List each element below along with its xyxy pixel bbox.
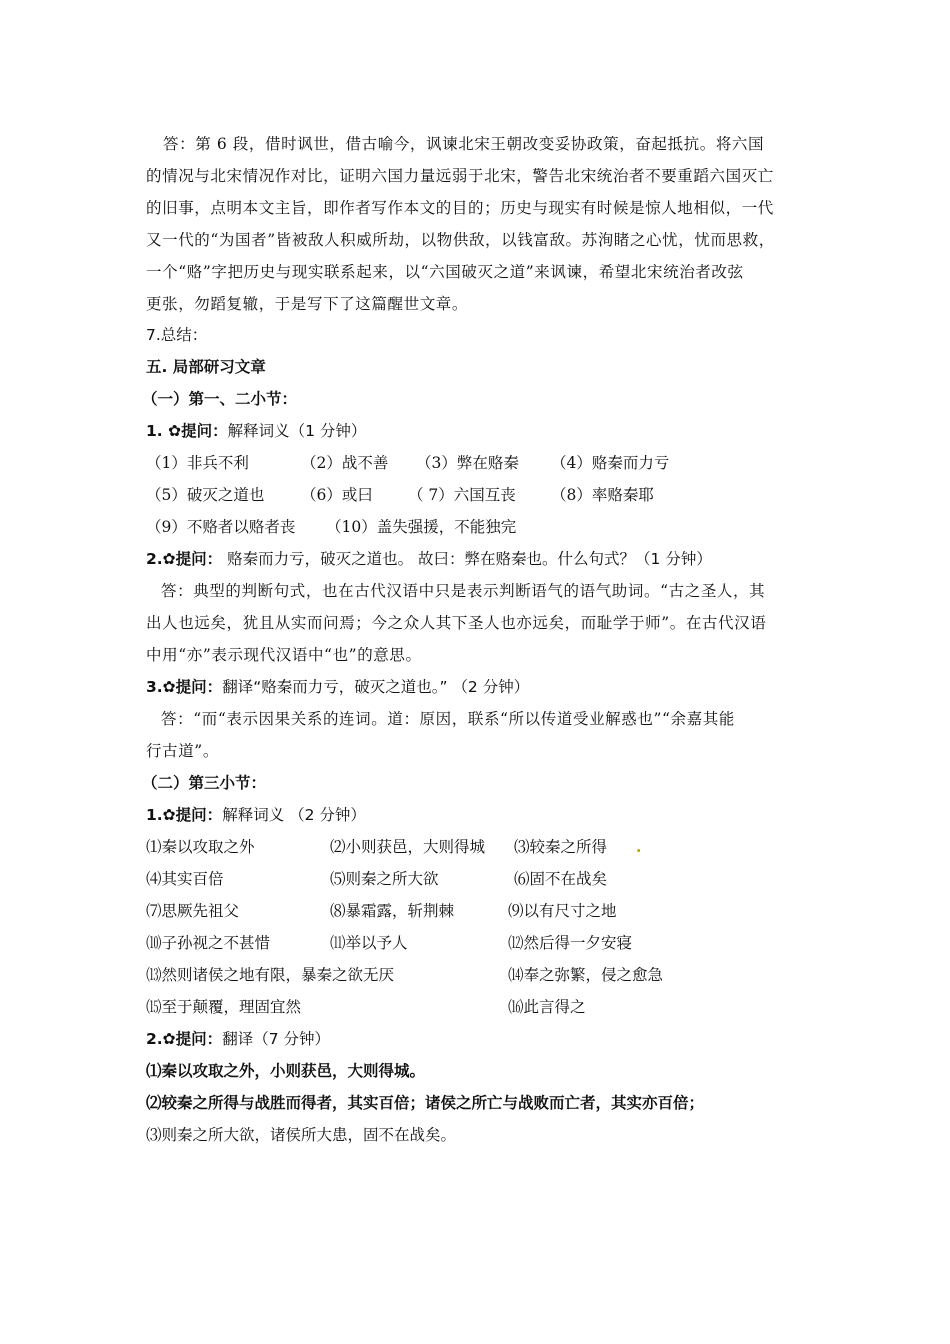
question-number: 1. ✿ (146, 422, 182, 440)
vocab-item: ⑼以有尺寸之地 (508, 902, 617, 920)
answer6-line-3: 的旧事，点明本文主旨，即作者写作本文的目的；历史与现实有时候是惊人地相似，一代 (146, 199, 774, 217)
vocab-item: （10）盖失强援，不能独完 (326, 518, 517, 536)
question-number: 1.✿ (146, 806, 176, 824)
vocab-item: ⑶较秦之所得 (514, 838, 608, 856)
question1-3 (146, 677, 806, 697)
stray-dot-mark: . (636, 837, 642, 856)
question-number: 3.✿ (146, 678, 176, 696)
question-text: 解释词义 （2 分钟） (222, 806, 366, 824)
subsection2-heading: （二）第三小节： (142, 774, 267, 792)
vocab-item: （2）战不善 (301, 454, 389, 472)
question1-1 (146, 421, 806, 441)
vocab-item: ⑺思厥先祖父 (146, 902, 240, 920)
vocab-item: ⑵小则获邑，大则得城 (330, 838, 486, 856)
answer3-line-1: 答：“而“表示因果关系的连词。道：原因，联系“所以传道受业解惑也”“余嘉其能 (161, 710, 735, 728)
question1-2 (146, 549, 806, 569)
vocab-item: ⑻暴霜露，斩荆棘 (330, 902, 455, 920)
question-label: 提问： (175, 806, 223, 824)
answer2-line-2: 出人也远矣，犹且从实而问焉；今之众人其下圣人也亦远矣，而耻学于师”。在古代汉语 (146, 614, 767, 632)
translation-1: ⑴秦以攻取之外，小则获邑，大则得城。 (146, 1062, 426, 1080)
question-label: 提问： (181, 422, 228, 440)
question-label: 提问： (175, 678, 223, 696)
vocab-item: ⑷其实百倍 (146, 870, 224, 888)
translation-2: ⑵较秦之所得与战胜而得者，其实百倍；诸侯之所亡与战败而亡者，其实亦百倍； (146, 1094, 705, 1112)
question-text: 赂秦而力亏，破灭之道也。 故曰：弊在赂秦也。什么句式？（1 分钟） (222, 550, 712, 568)
question-number: 2.✿ (146, 1030, 176, 1048)
question2-1 (146, 805, 806, 825)
question-text: 解释词义（1 分钟） (227, 422, 367, 440)
answer6-line-1: 答：第 6 段，借时讽世，借古喻今，讽谏北宋王朝改变妥协政策，奋起抵抗。将六国 (163, 135, 765, 153)
answer2-line-3: 中用“亦”表示现代汉语中“也”的意思。 (146, 646, 422, 664)
vocab-item: ⑹固不在战矣 (514, 870, 608, 888)
vocab-item: （5）破灭之道也 (146, 486, 265, 504)
answer6-line-4: 又一代的“为国者”皆被敌人积威所劫，以物供敌，以钱富敌。苏洵睹之心忧，忧而思救， (146, 231, 775, 249)
question-label: 提问： (175, 550, 223, 568)
vocab-item: ⑿然后得一夕安寝 (508, 934, 633, 952)
answer6-line-6: 更张，勿蹈复辙，于是写下了这篇醒世文章。 (146, 295, 469, 313)
vocab-item: （ 7）六国互丧 (408, 486, 516, 504)
translation-3: ⑶则秦之所大欲，诸侯所大患，固不在战矣。 (146, 1126, 457, 1144)
answer6-line-5: 一个“赂”字把历史与现实联系起来，以“六国破灭之道”来讽谏，希望北宋统治者改弦 (146, 263, 744, 281)
question-label: 提问： (175, 1030, 223, 1048)
vocab-item: ⒁奉之弥繁，侵之愈急 (508, 966, 664, 984)
answer2-line-1: 答：典型的判断句式，也在古代汉语中只是表示判断语气的语气助词。“古之圣人，其 (161, 582, 766, 600)
vocab-item: ⒀然则诸侯之地有限，暴秦之欲无厌 (146, 966, 395, 984)
vocab-item: （8）率赂秦耶 (551, 486, 654, 504)
summary-heading: 7.总结： (146, 326, 208, 344)
vocab-item: （1）非兵不利 (146, 454, 249, 472)
question-number: 2.✿ (146, 550, 176, 568)
subsection1-heading: （一）第一、二小节： (142, 390, 298, 408)
vocab-item: ⑽子孙视之不甚惜 (146, 934, 271, 952)
vocab-item: ⑸则秦之所大欲 (330, 870, 439, 888)
vocab-item: （9）不赂者以赂者丧 (146, 518, 296, 536)
section5-heading: 五. 局部研习文章 (146, 358, 266, 376)
answer6-line-2: 的情况与北宋情况作对比，证明六国力量远弱于北宋，警告北宋统治者不要重蹈六国灭亡 (146, 167, 774, 185)
question-text: 翻译（7 分钟） (222, 1030, 330, 1048)
vocab-item: ⑾举以予人 (330, 934, 408, 952)
vocab-item: （3）弊在赂秦 (416, 454, 519, 472)
vocab-item: ⒃此言得之 (508, 998, 586, 1016)
question-text: 翻译“赂秦而力亏，破灭之道也。” （2 分钟） (222, 678, 530, 696)
question2-2 (146, 1029, 806, 1049)
vocab-item: （6）或曰 (301, 486, 373, 504)
answer3-line-2: 行古道”。 (146, 742, 219, 760)
vocab-item: ⑴秦以攻取之外 (146, 838, 255, 856)
vocab-item: （4）赂秦而力亏 (551, 454, 670, 472)
vocab-item: ⒂至于颠覆，理固宜然 (146, 998, 302, 1016)
